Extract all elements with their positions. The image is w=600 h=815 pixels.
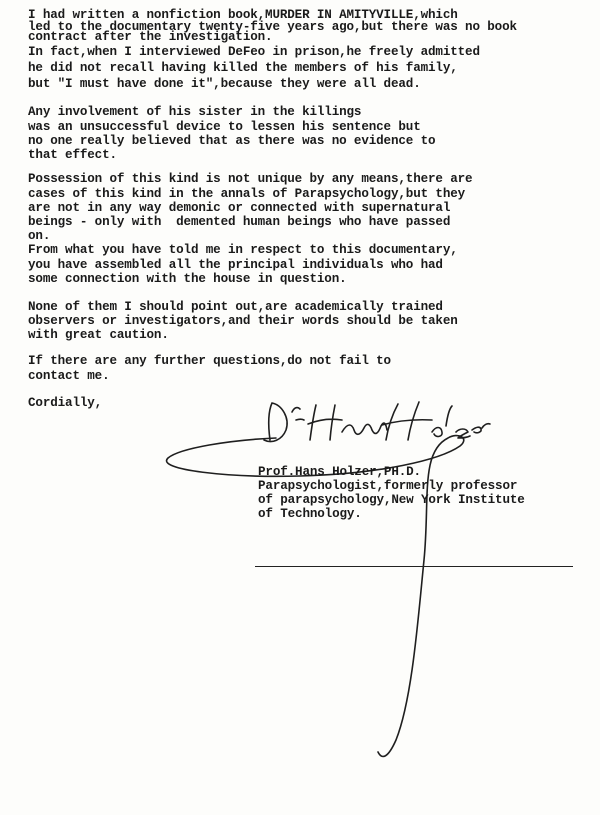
letter-line: Possession of this kind is not unique by any means,there are: [28, 172, 473, 186]
letter-line: led to the documentary twenty-five years ago,but there was no book: [28, 20, 517, 34]
letter-line: If there are any further questions,do not fail to: [28, 354, 391, 368]
letter-line: Any involvement of his sister in the killings: [28, 105, 362, 119]
letter-line: contract after the investigation.: [28, 30, 273, 44]
letter-line: cases of this kind in the annals of Parapsychology,but they: [28, 187, 466, 201]
letter-line: beings - only with demented human beings who have passed: [28, 215, 451, 229]
closing: Cordially,: [28, 396, 103, 410]
letter-line: In fact,when I interviewed DeFeo in prison,he freely admitted: [28, 45, 480, 59]
letter-line: contact me.: [28, 369, 110, 383]
letter-line: was an unsuccessful device to lessen his sentence but: [28, 120, 421, 134]
letter-line: no one really believed that as there was no evidence to: [28, 134, 436, 148]
signature-rule: [255, 566, 573, 567]
letter-line: are not in any way demonic or connected with supernatural: [28, 201, 451, 215]
letter-line: with great caution.: [28, 328, 169, 342]
letter-line: None of them I should point out,are academically trained: [28, 300, 443, 314]
signatory-title: of parapsychology,New York Institute: [258, 493, 525, 507]
letter-line: that effect.: [28, 148, 117, 162]
signatory-title: Parapsychologist,formerly professor: [258, 479, 518, 493]
letter-line: some connection with the house in question.: [28, 272, 347, 286]
letter-line: you have assembled all the principal individuals who had: [28, 258, 443, 272]
letter-line: he did not recall having killed the members of his family,: [28, 61, 458, 75]
letter-line: on.: [28, 229, 51, 243]
letter-line: observers or investigators,and their words should be taken: [28, 314, 458, 328]
signatory-name: Prof.Hans Holzer,PH.D.: [258, 465, 421, 479]
signatory-title: of Technology.: [258, 507, 362, 521]
letter-line: but "I must have done it",because they were all dead.: [28, 77, 421, 91]
letter-line: I had written a nonfiction book,MURDER IN AMITYVILLE,which: [28, 8, 458, 22]
letter-line: From what you have told me in respect to this documentary,: [28, 243, 458, 257]
